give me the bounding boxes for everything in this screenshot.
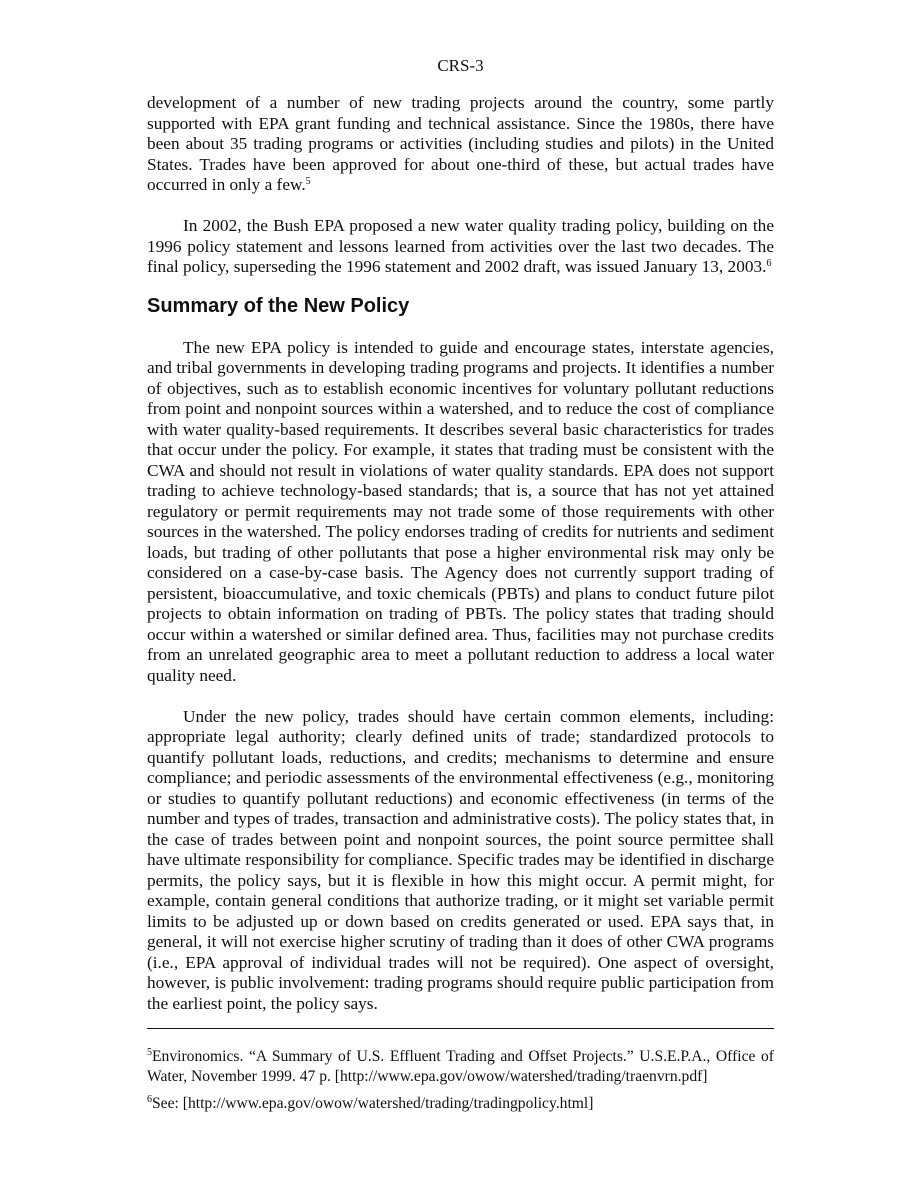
footnote-ref-5[interactable]: 5 bbox=[305, 176, 311, 187]
paragraph-text: development of a number of new trading projects around the country, some partly supported with EPA grant funding and technical assistance. Since the 1980s, there have been about 35 trading programs or activities (including studies and pilots) in the United States. Trades have been approved for about one-third of these, but actual trades have occurred in only a few. bbox=[147, 93, 774, 194]
footnote-number: 6 bbox=[147, 1094, 152, 1105]
footnote-6 bbox=[147, 1094, 774, 1114]
paragraph-policy-history bbox=[147, 216, 774, 278]
footnote-number: 5 bbox=[147, 1047, 152, 1058]
section-heading: Summary of the New Policy bbox=[147, 294, 410, 317]
paragraph-text: In 2002, the Bush EPA proposed a new water quality trading policy, building on the 1996 policy statement and lessons learned from activities over the last two decades. The final policy, superseding the 1996 statement and 2002 draft, was issued January 13, 2003. bbox=[147, 216, 774, 276]
footnote-ref-6[interactable]: 6 bbox=[766, 258, 772, 269]
paragraph-continued bbox=[147, 93, 774, 196]
footnote-text: See: [http://www.epa.gov/owow/watershed/trading/tradingpolicy.html] bbox=[152, 1095, 594, 1112]
footnote-5 bbox=[147, 1047, 774, 1087]
footnote-text: Environomics. “A Summary of U.S. Effluent Trading and Offset Projects.” U.S.E.P.A., Office of Water, November 1999. 47 p. [http://www.epa.gov/owow/watershed/trading/traenvrn.pdf] bbox=[147, 1048, 774, 1085]
paragraph-trade-elements: Under the new policy, trades should have certain common elements, including: appropriate legal authority; clearly defined units of trade; standardized protocols to quantify pollutant loads, reductions, and credits; mechanisms to determine and ensure compliance; and periodic assessments of the environmental effectiveness (e.g., monitoring or studies to quantify pollutant reductions) and economic effectiveness (in terms of the number and types of trades, transaction and administrative costs). The policy states that, in the case of trades between point and nonpoint sources, the point source permittee shall have ultimate responsibility for compliance. Specific trades may be identified in discharge permits, the policy says, but it is flexible in how this might occur. A permit might, for example, contain general conditions that authorize trading, or it might set variable permit limits to be adjusted up or down based on credits generated or used. EPA says that, in general, it will not exercise higher scrutiny of trading than it does of other CWA programs (i.e., EPA approval of individual trades will not be required). One aspect of oversight, however, is public involvement: trading programs should require public participation from the earliest point, the policy says. bbox=[147, 706, 774, 1013]
paragraph-policy-objectives: The new EPA policy is intended to guide and encourage states, interstate agencies, and tribal governments in developing trading programs and projects. It identifies a number of objectives, such as to establish economic incentives for voluntary pollutant reductions from point and nonpoint sources within a watershed, and to reduce the cost of compliance with water quality-based requirements. It describes several basic characteristics for trades that occur under the policy. For example, it states that trading must be consistent with the CWA and should not result in violations of water quality standards. EPA does not support trading to achieve technology-based standards; that is, a source that has not yet attained regulatory or permit requirements may not trade some of those requirements with other sources in the watershed. The policy endorses trading of credits for nutrients and sediment loads, but trading of other pollutants that pose a higher environmental risk may only be considered on a case-by-case basis. The Agency does not currently support trading of persistent, bioaccumulative, and toxic chemicals (PBTs) and plans to conduct future pilot projects to obtain information on trading of PBTs. The policy states that trading should occur within a watershed or similar defined area. Thus, facilities may not purchase credits from an unrelated geographic area to meet a pollutant reduction to address a local water quality need. bbox=[147, 337, 774, 685]
page-number: CRS-3 bbox=[437, 56, 484, 75]
footnotes bbox=[147, 1047, 774, 1114]
body-text bbox=[147, 93, 774, 1014]
footnote-divider bbox=[147, 1028, 774, 1029]
